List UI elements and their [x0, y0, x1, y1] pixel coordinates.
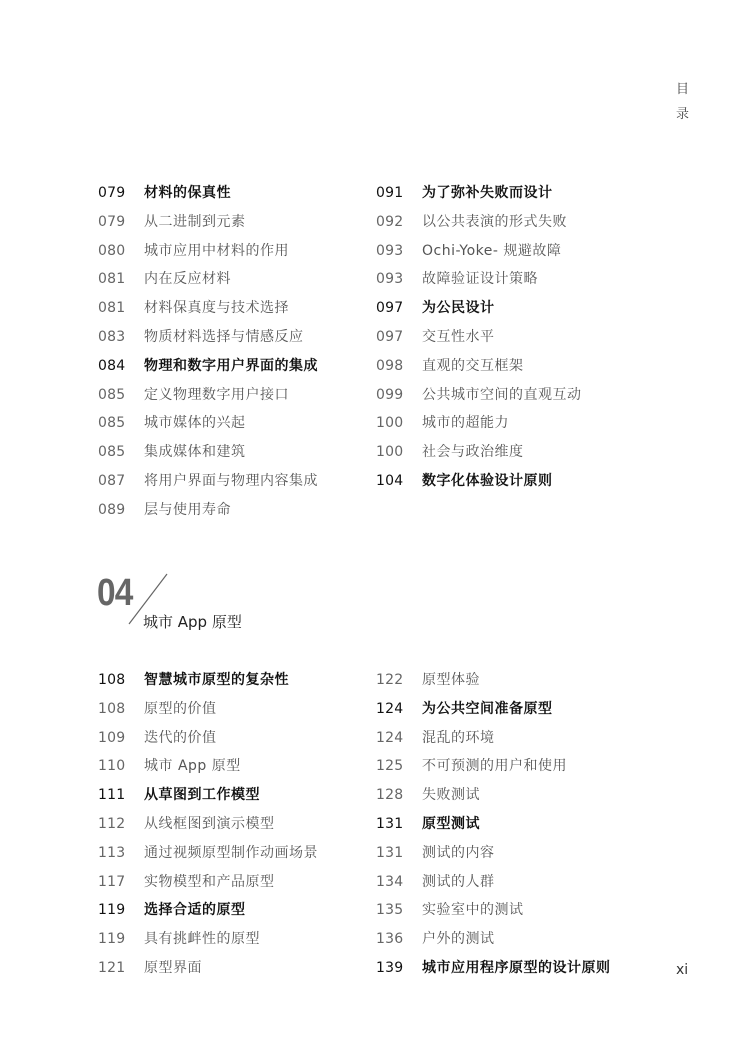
toc-page-number: 093 — [376, 271, 404, 288]
toc-page-number: 111 — [98, 787, 126, 804]
toc-entry-title: 物质材料选择与情感反应 — [144, 328, 304, 345]
toc-entry-title: 内在反应材料 — [144, 271, 231, 288]
toc-page-number: 134 — [376, 873, 404, 890]
toc-entry — [98, 268, 318, 297]
toc-page-number: 131 — [376, 844, 404, 861]
toc-entry-title: 原型界面 — [144, 959, 202, 976]
toc-entry-title: 从二进制到元素 — [144, 213, 246, 230]
toc-entry — [98, 957, 318, 986]
toc-page-number: 139 — [376, 959, 404, 976]
toc-page-number: 085 — [98, 386, 126, 403]
toc-entry-title: 以公共表演的形式失败 — [422, 213, 567, 230]
toc-entry-title: 城市 App 原型 — [144, 758, 241, 775]
toc-entry-title: 材料保真度与技术选择 — [144, 300, 289, 317]
toc-entry — [98, 355, 318, 384]
toc-page-number: 122 — [376, 672, 404, 688]
toc-page-number: 112 — [98, 815, 126, 832]
toc-entry — [98, 871, 318, 900]
toc-entry — [376, 957, 611, 986]
toc-entry-title: 失败测试 — [422, 787, 480, 804]
toc-entry-title: 数字化体验设计原则 — [422, 472, 553, 489]
toc-entry — [98, 928, 318, 957]
toc-entry-title: 迭代的价值 — [144, 729, 217, 746]
toc-entry-title: 城市应用程序原型的设计原则 — [422, 959, 611, 976]
toc-page-number: 119 — [98, 902, 126, 919]
toc-entry — [98, 297, 318, 326]
toc-entry — [376, 240, 582, 269]
toc-entry — [98, 384, 318, 413]
toc-section2-right — [376, 669, 611, 986]
toc-entry-title: 具有挑衅性的原型 — [144, 931, 260, 948]
toc-page-number: 113 — [98, 844, 126, 861]
toc-page-number: 119 — [98, 931, 126, 948]
toc-entry-title: 集成媒体和建筑 — [144, 444, 246, 461]
toc-entry — [98, 441, 318, 470]
toc-entry-title: 原型测试 — [422, 815, 480, 832]
toc-page-number: 100 — [376, 444, 404, 461]
toc-page-number: 121 — [98, 959, 126, 976]
toc-page-number: 092 — [376, 213, 404, 230]
toc-page-number: 097 — [376, 328, 404, 345]
toc-page-number: 100 — [376, 415, 404, 432]
toc-entry-title: 定义物理数字用户接口 — [144, 386, 289, 403]
toc-entry — [376, 470, 582, 499]
toc-page-number: 099 — [376, 386, 404, 403]
toc-entry — [376, 297, 582, 326]
toc-entry — [376, 842, 611, 871]
toc-entry — [98, 669, 318, 698]
toc-page-number: 083 — [98, 328, 126, 345]
toc-entry-title: 将用户界面与物理内容集成 — [144, 472, 318, 489]
toc-page-number: 135 — [376, 902, 404, 919]
toc-entry-title: 材料的保真性 — [144, 185, 231, 201]
toc-entry — [376, 669, 611, 698]
toc-page-number: 079 — [98, 185, 126, 201]
toc-entry — [98, 326, 318, 355]
toc-entry-title: Ochi-Yoke- 规避故障 — [422, 242, 562, 259]
header-lu: 录 — [676, 107, 690, 122]
toc-entry-title: 原型的价值 — [144, 700, 217, 717]
toc-page-number: 085 — [98, 415, 126, 432]
toc-page-number: 108 — [98, 700, 126, 717]
toc-entry — [376, 326, 582, 355]
toc-entry-title: 测试的人群 — [422, 873, 495, 890]
toc-page-number: 125 — [376, 758, 404, 775]
toc-entry-title: 城市媒体的兴起 — [144, 415, 246, 432]
toc-page-number: 124 — [376, 729, 404, 746]
toc-entry — [98, 698, 318, 727]
toc-entry — [98, 182, 318, 211]
header-mu: 目 — [676, 82, 690, 97]
toc-entry — [98, 813, 318, 842]
toc-page-number: 128 — [376, 787, 404, 804]
toc-page-number: 124 — [376, 700, 404, 717]
toc-entry-title: 为公共空间准备原型 — [422, 700, 553, 717]
toc-entry — [376, 182, 582, 211]
toc-entry — [376, 928, 611, 957]
chapter-number: 04 — [97, 572, 133, 614]
toc-page-number: 087 — [98, 472, 126, 489]
toc-entry — [376, 211, 582, 240]
toc-page-number: 097 — [376, 300, 404, 317]
toc-page-number: 104 — [376, 472, 404, 489]
toc-entry-title: 不可预测的用户和使用 — [422, 758, 567, 775]
toc-entry — [98, 842, 318, 871]
toc-entry-title: 实物模型和产品原型 — [144, 873, 275, 890]
toc-page-number: 109 — [98, 729, 126, 746]
toc-entry-title: 户外的测试 — [422, 931, 495, 948]
toc-entry-title: 故障验证设计策略 — [422, 271, 538, 288]
page-number: xi — [676, 962, 689, 978]
toc-entry-title: 原型体验 — [422, 672, 480, 688]
toc-entry — [376, 813, 611, 842]
toc-page-number: 136 — [376, 931, 404, 948]
toc-entry-title: 公共城市空间的直观互动 — [422, 386, 582, 403]
toc-entry-title: 测试的内容 — [422, 844, 495, 861]
chapter-title: 城市 App 原型 — [143, 613, 242, 631]
toc-entry-title: 通过视频原型制作动画场景 — [144, 844, 318, 861]
toc-entry-title: 从草图到工作模型 — [144, 787, 260, 804]
toc-entry — [98, 727, 318, 756]
toc-entry — [376, 727, 611, 756]
toc-page-number: 093 — [376, 242, 404, 259]
toc-entry — [98, 899, 318, 928]
toc-entry-title: 选择合适的原型 — [144, 902, 246, 919]
toc-entry — [376, 755, 611, 784]
toc-entry — [376, 268, 582, 297]
toc-page-number: 108 — [98, 672, 126, 688]
toc-page-number: 079 — [98, 213, 126, 230]
toc-page-number: 089 — [98, 501, 126, 518]
toc-page-number: 110 — [98, 758, 126, 775]
toc-entry-title: 智慧城市原型的复杂性 — [144, 672, 289, 688]
toc-page-number: 085 — [98, 444, 126, 461]
toc-section1-left — [98, 182, 318, 528]
toc-entry-title: 为了弥补失败而设计 — [422, 185, 553, 201]
toc-entry — [376, 384, 582, 413]
toc-page-number: 117 — [98, 873, 126, 890]
toc-entry — [98, 412, 318, 441]
toc-section1-right — [376, 182, 582, 499]
toc-entry — [98, 784, 318, 813]
toc-entry — [376, 871, 611, 900]
toc-entry-title: 直观的交互框架 — [422, 357, 524, 374]
toc-page-number: 131 — [376, 815, 404, 832]
toc-entry — [376, 698, 611, 727]
toc-entry — [376, 441, 582, 470]
toc-entry — [98, 240, 318, 269]
toc-page-number: 091 — [376, 185, 404, 201]
toc-page-number: 084 — [98, 357, 126, 374]
toc-page-number: 098 — [376, 357, 404, 374]
toc-entry-title: 城市的超能力 — [422, 415, 509, 432]
toc-entry-title: 交互性水平 — [422, 328, 495, 345]
toc-page-number: 081 — [98, 300, 126, 317]
toc-entry — [98, 499, 318, 528]
toc-entry-title: 实验室中的测试 — [422, 902, 524, 919]
toc-page-number: 080 — [98, 242, 126, 259]
toc-entry-title: 城市应用中材料的作用 — [144, 242, 289, 259]
toc-entry-title: 从线框图到演示模型 — [144, 815, 275, 832]
toc-entry — [376, 412, 582, 441]
toc-page-number: 081 — [98, 271, 126, 288]
toc-entry-title: 混乱的环境 — [422, 729, 495, 746]
toc-entry — [98, 755, 318, 784]
toc-entry-title: 层与使用寿命 — [144, 501, 231, 518]
toc-entry — [376, 784, 611, 813]
toc-entry — [98, 211, 318, 240]
toc-entry — [376, 899, 611, 928]
toc-entry — [98, 470, 318, 499]
toc-entry — [376, 355, 582, 384]
toc-entry-title: 社会与政治维度 — [422, 444, 524, 461]
toc-entry-title: 为公民设计 — [422, 300, 495, 317]
toc-entry-title: 物理和数字用户界面的集成 — [144, 357, 318, 374]
toc-section2-left — [98, 669, 318, 986]
